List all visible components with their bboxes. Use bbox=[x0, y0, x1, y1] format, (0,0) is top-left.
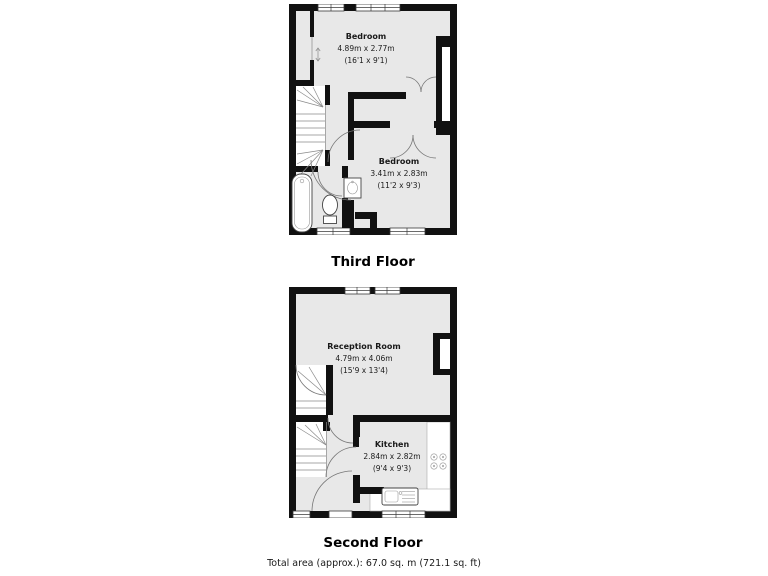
window bbox=[356, 4, 400, 11]
room-dims-imperial: (11'2 x 9'3) bbox=[377, 181, 421, 190]
room-label-reception bbox=[327, 341, 401, 377]
window bbox=[293, 511, 310, 518]
room-dims-metric: 4.89m x 2.77m bbox=[337, 44, 395, 53]
room-label-bedroom-1 bbox=[337, 31, 394, 67]
window bbox=[318, 4, 344, 11]
upper-stairwell-area bbox=[296, 365, 326, 415]
entry-door-gap bbox=[329, 511, 352, 518]
room-label-bedroom-2 bbox=[370, 156, 427, 192]
window bbox=[390, 228, 425, 235]
room-label-kitchen bbox=[363, 439, 420, 475]
room-dims-imperial: (15'9 x 13'4) bbox=[340, 366, 388, 375]
room-dims-metric: 4.79m x 4.06m bbox=[335, 354, 393, 363]
room-name: Bedroom bbox=[345, 32, 387, 41]
window bbox=[317, 228, 350, 235]
toilet-icon bbox=[323, 195, 338, 224]
chimney-recess bbox=[433, 333, 450, 375]
room-dims-imperial: (9'4 x 9'3) bbox=[372, 464, 412, 473]
chimney-recess bbox=[436, 36, 450, 135]
room-name: Reception Room bbox=[327, 342, 401, 351]
total-area-text: Total area (approx.): 67.0 sq. m (721.1 sq. ft) bbox=[267, 558, 481, 569]
second-floor-drawing bbox=[289, 287, 457, 518]
room-dims-imperial: (16'1 x 9'1) bbox=[344, 56, 388, 65]
floor-title-second: Second Floor bbox=[323, 535, 423, 551]
room-dims-metric: 3.41m x 2.83m bbox=[370, 169, 428, 178]
stairwell-area bbox=[296, 86, 325, 166]
room-dims-metric: 2.84m x 2.82m bbox=[363, 452, 421, 461]
room-name: Bedroom bbox=[378, 157, 420, 166]
room-name: Kitchen bbox=[374, 440, 410, 449]
third-floor-plan bbox=[289, 4, 457, 235]
window bbox=[375, 287, 400, 294]
floor-title-third: Third Floor bbox=[331, 254, 415, 270]
second-floor-plan bbox=[289, 287, 457, 518]
window bbox=[345, 287, 370, 294]
sink-icon bbox=[382, 488, 418, 505]
basin-icon bbox=[344, 178, 361, 198]
bathtub-icon bbox=[292, 174, 312, 232]
window bbox=[382, 511, 425, 518]
